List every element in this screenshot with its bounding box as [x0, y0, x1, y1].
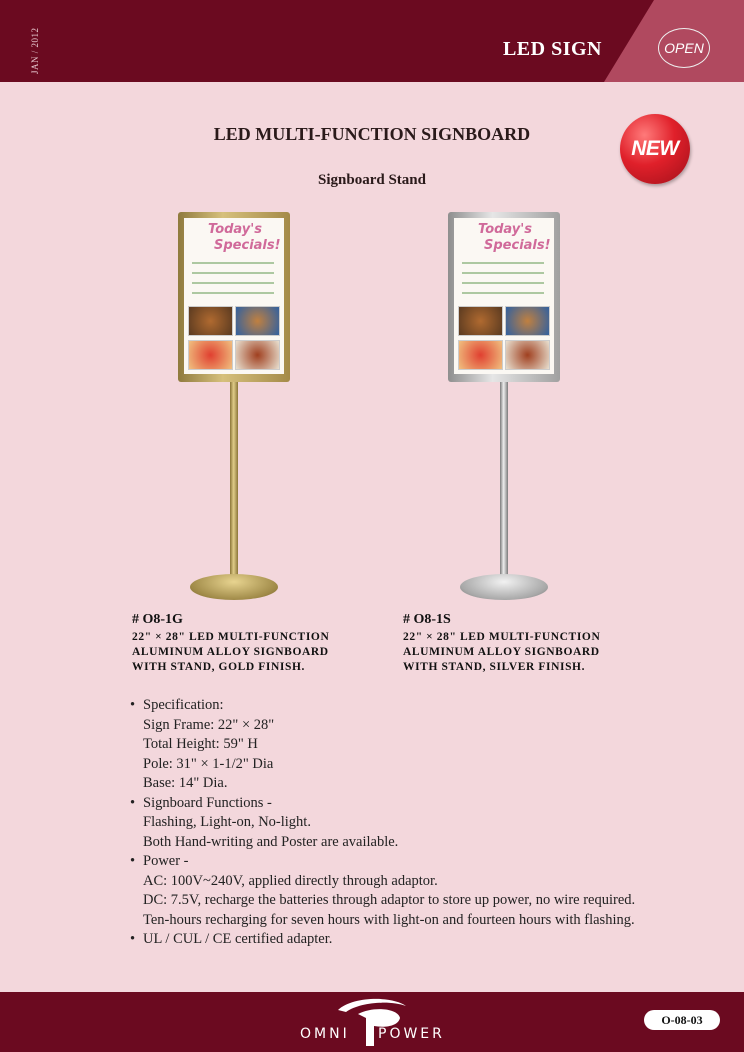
- spec-line: Flashing, Light-on, No-light.: [143, 814, 311, 830]
- sign-board: [184, 218, 284, 374]
- desc-line: ALUMINUM ALLOY SIGNBOARD: [403, 646, 600, 658]
- spec-line: DC: 7.5V, recharge the batteries through adaptor to store up power, no wire required.: [143, 892, 636, 908]
- product-desc-silver: [403, 630, 600, 675]
- desc-line: WITH STAND, GOLD FINISH.: [132, 661, 305, 673]
- spec-bullet: • Specification:: [130, 696, 635, 716]
- board-heading: Specials!: [214, 238, 281, 253]
- food-photo: [235, 306, 280, 336]
- page-footer: [0, 992, 744, 1052]
- board-line: [192, 292, 274, 294]
- desc-line: WITH STAND, SILVER FINISH.: [403, 661, 586, 673]
- desc-line: 22" × 28" LED MULTI-FUNCTION: [403, 631, 601, 643]
- spec-bullet: • Power -: [130, 852, 635, 872]
- open-sign-icon: OPEN: [658, 28, 710, 68]
- spec-line: Base: 14" Dia.: [143, 775, 228, 791]
- desc-line: ALUMINUM ALLOY SIGNBOARD: [132, 646, 329, 658]
- food-photo: [188, 340, 233, 370]
- stand-base: [190, 574, 278, 600]
- board-heading: Today's: [478, 222, 532, 237]
- logo-word-right: POWER: [378, 1026, 445, 1042]
- desc-line: 22" × 28" LED MULTI-FUNCTION: [132, 631, 330, 643]
- board-line: [192, 282, 274, 284]
- spec-list: [130, 696, 635, 950]
- page-header: [0, 0, 744, 82]
- spec-line: Pole: 31" × 1-1/2" Dia: [143, 755, 274, 772]
- board-line: [462, 262, 544, 264]
- page-number: O-08-03: [644, 1010, 720, 1030]
- product-code-silver: # O8-1S: [403, 612, 451, 627]
- page-title: LED MULTI-FUNCTION SIGNBOARD: [213, 124, 531, 144]
- spec-bullet: • Signboard Functions -: [130, 794, 635, 814]
- spec-line: Ten-hours recharging for seven hours with light-on and fourteen hours with flashing.: [143, 911, 635, 928]
- omni-power-logo: [298, 996, 448, 1048]
- product-desc-gold: [132, 630, 329, 675]
- board-line: [192, 272, 274, 274]
- board-heading: Specials!: [484, 238, 551, 253]
- board-line: [462, 292, 544, 294]
- food-photo: [505, 340, 550, 370]
- food-photo: [505, 306, 550, 336]
- food-photo: [235, 340, 280, 370]
- silver-stand-image: [440, 212, 568, 604]
- spec-line: Both Hand-writing and Poster are available.: [143, 833, 399, 850]
- stand-pole: [500, 382, 508, 582]
- board-line: [192, 262, 274, 264]
- stand-base: [460, 574, 548, 600]
- food-photo: [188, 306, 233, 336]
- spec-line: Sign Frame: 22" × 28": [143, 716, 275, 733]
- product-code-gold: # O8-1G: [132, 612, 183, 627]
- food-photo: [458, 340, 503, 370]
- spec-line: Total Height: 59" H: [143, 736, 258, 752]
- board-line: [462, 272, 544, 274]
- new-badge: NEW: [620, 114, 690, 184]
- spec-line: AC: 100V~240V, applied directly through adaptor.: [143, 872, 438, 889]
- issue-date: JAN / 2012: [30, 27, 40, 74]
- spec-bullet: • UL / CUL / CE certified adapter.: [130, 930, 635, 950]
- stand-pole: [230, 382, 238, 582]
- board-heading: Today's: [208, 222, 262, 237]
- logo-word-left: OMNI: [300, 1026, 350, 1042]
- section-title: LED SIGN: [502, 38, 602, 60]
- sign-board: [454, 218, 554, 374]
- gold-stand-image: [170, 212, 298, 604]
- page-subtitle: Signboard Stand: [318, 172, 426, 188]
- board-line: [462, 282, 544, 284]
- food-photo: [458, 306, 503, 336]
